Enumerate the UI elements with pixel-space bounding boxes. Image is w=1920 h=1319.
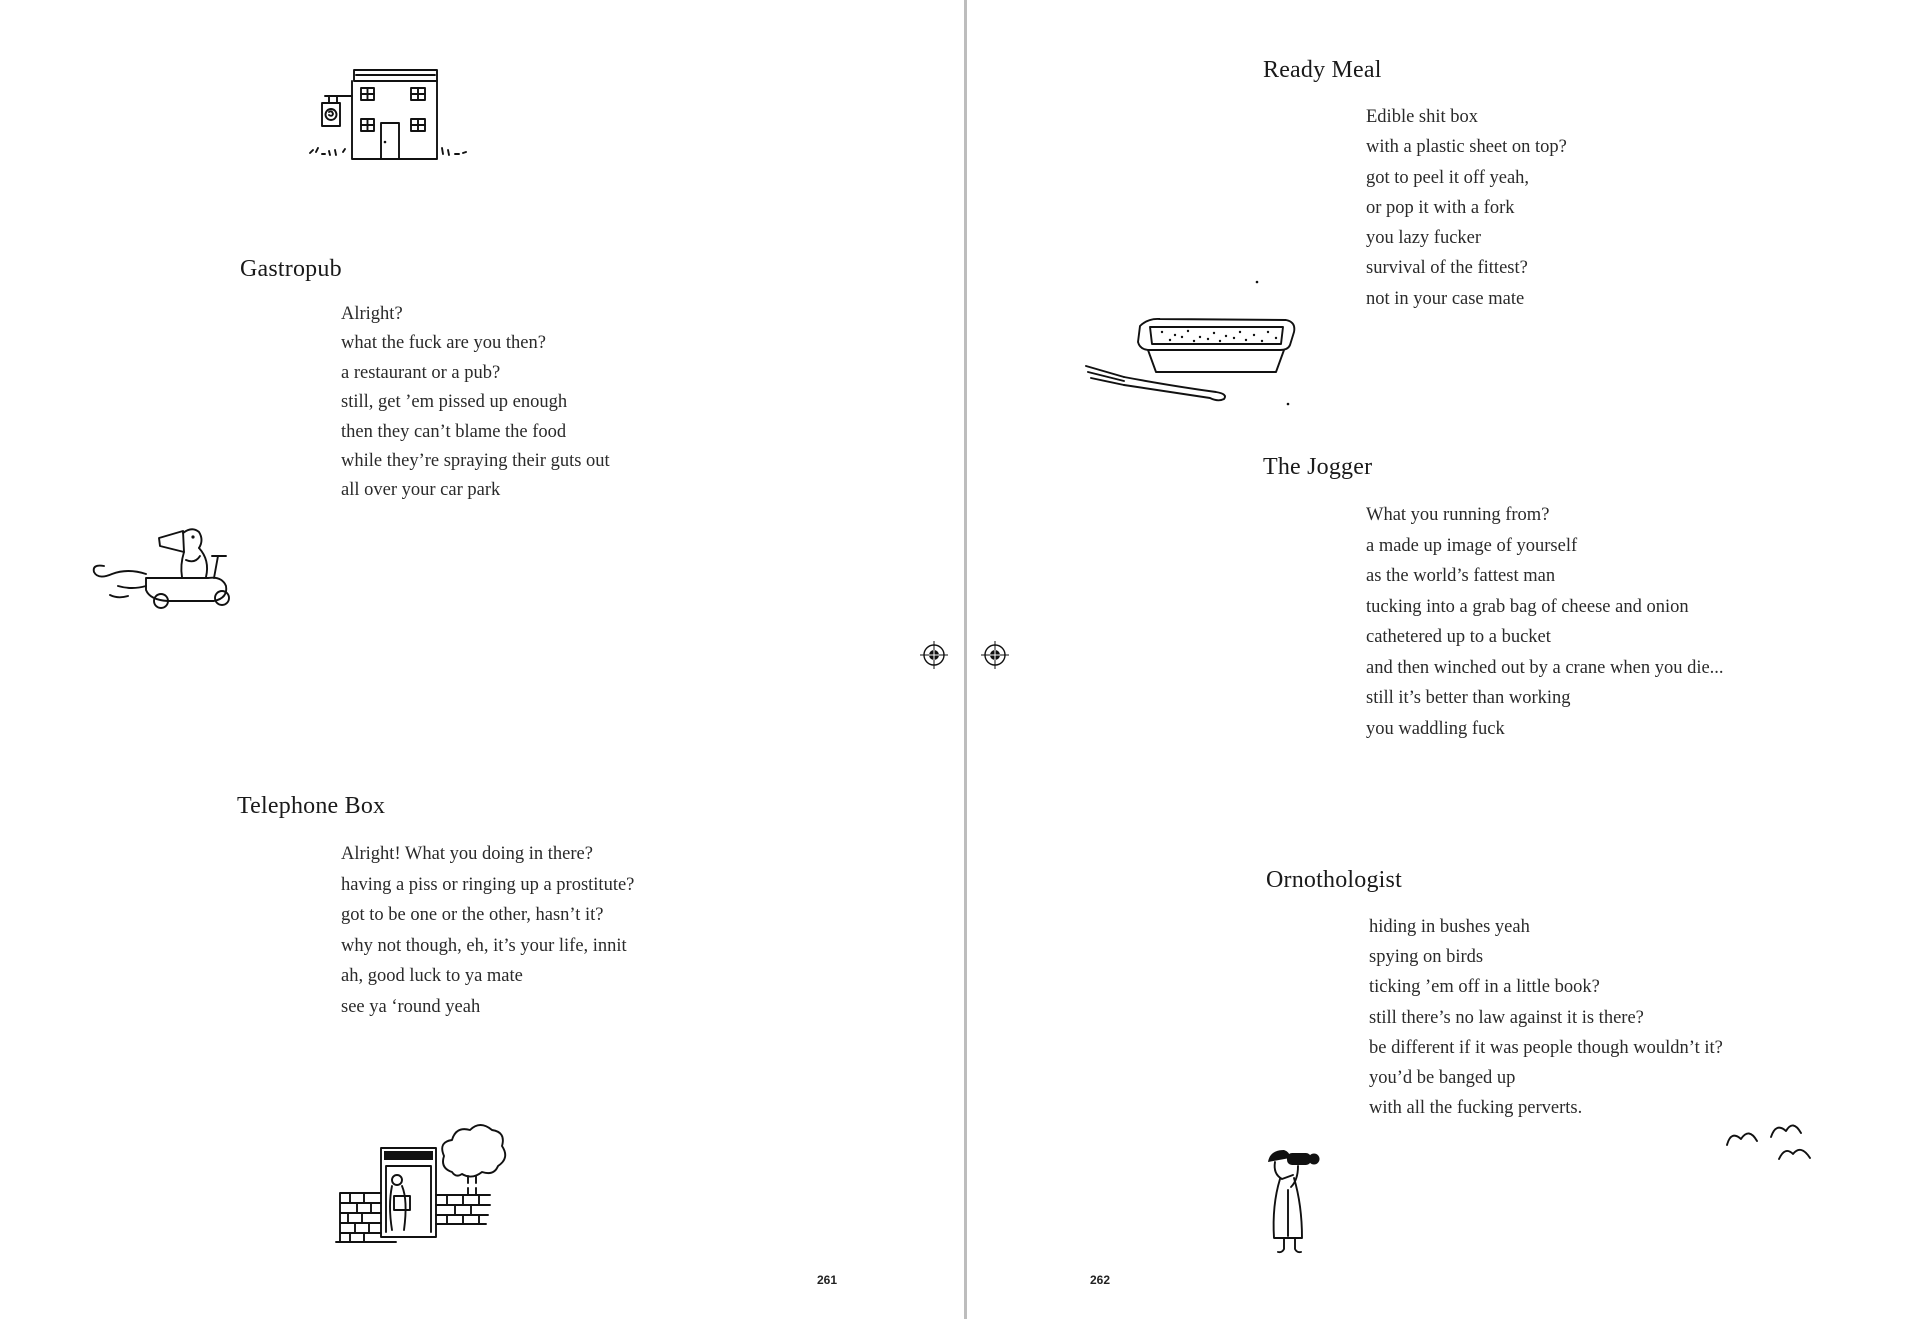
- poem-line: with a plastic sheet on top?: [1366, 137, 1567, 158]
- poem-line: hiding in bushes yeah: [1369, 917, 1530, 937]
- poem-line: spying on birds: [1369, 947, 1484, 968]
- poem-line: still, get ’em pissed up enough: [341, 392, 568, 413]
- poem-line: you waddling fuck: [1366, 718, 1505, 739]
- poem-line: tucking into a grab bag of cheese and onion: [1366, 596, 1689, 617]
- poem-line: you lazy fucker: [1366, 228, 1482, 249]
- poem-line: ah, good luck to ya mate: [341, 966, 523, 987]
- poem-line: Alright?: [341, 304, 403, 324]
- poem-title: Telephone Box: [237, 793, 386, 819]
- poem-line: cathetered up to a bucket: [1366, 627, 1551, 647]
- poem-line: or pop it with a fork: [1366, 197, 1515, 218]
- poem-line: you’d be banged up: [1369, 1068, 1516, 1089]
- poem-line: and then winched out by a crane when you die...: [1366, 657, 1724, 678]
- poem-body: [1366, 500, 1724, 744]
- poem-body: [341, 300, 610, 506]
- poem-title: Ready Meal: [1263, 57, 1382, 83]
- poem-line: still there’s no law against it is there?: [1369, 1007, 1644, 1028]
- poem-line: not in your case mate: [1366, 288, 1525, 309]
- poem-body: [1366, 102, 1567, 314]
- poem-body: [341, 839, 634, 1023]
- poem-line: survival of the fittest?: [1366, 258, 1528, 279]
- poem-line: as the world’s fattest man: [1366, 566, 1556, 586]
- poem-line: got to be one or the other, hasn’t it?: [341, 905, 604, 926]
- page-number: 261: [817, 1273, 838, 1287]
- poem-line: see ya ‘round yeah: [341, 996, 481, 1017]
- poem-line: ticking ’em off in a little book?: [1369, 977, 1600, 998]
- poem-line: What you running from?: [1366, 505, 1550, 525]
- poem-line: a restaurant or a pub?: [341, 362, 501, 383]
- right-page: [967, 0, 1920, 1319]
- poem-line: what the fuck are you then?: [341, 333, 546, 354]
- poem-line: Alright! What you doing in there?: [341, 844, 593, 864]
- poem-line: while they’re spraying their guts out: [341, 451, 610, 472]
- poem-line: got to peel it off yeah,: [1366, 167, 1530, 188]
- poem-line: why not though, eh, it’s your life, innit: [341, 935, 627, 956]
- poem-line: all over your car park: [341, 480, 501, 501]
- poem-line: having a piss or ringing up a prostitute?: [341, 874, 635, 895]
- poem-line: with all the fucking perverts.: [1369, 1098, 1583, 1119]
- poem-title: The Jogger: [1263, 454, 1373, 480]
- poem-line: Edible shit box: [1366, 107, 1479, 127]
- poem-title: Gastropub: [240, 256, 342, 282]
- poem-line: a made up image of yourself: [1366, 535, 1578, 556]
- poem-body: [1369, 912, 1723, 1123]
- poem-line: then they can’t blame the food: [341, 421, 567, 442]
- poem-title: Ornothologist: [1266, 867, 1402, 893]
- poem-line: still it’s better than working: [1366, 688, 1571, 708]
- page-number: 262: [1090, 1273, 1111, 1287]
- poem-line: be different if it was people though wouldn’t it?: [1369, 1037, 1723, 1058]
